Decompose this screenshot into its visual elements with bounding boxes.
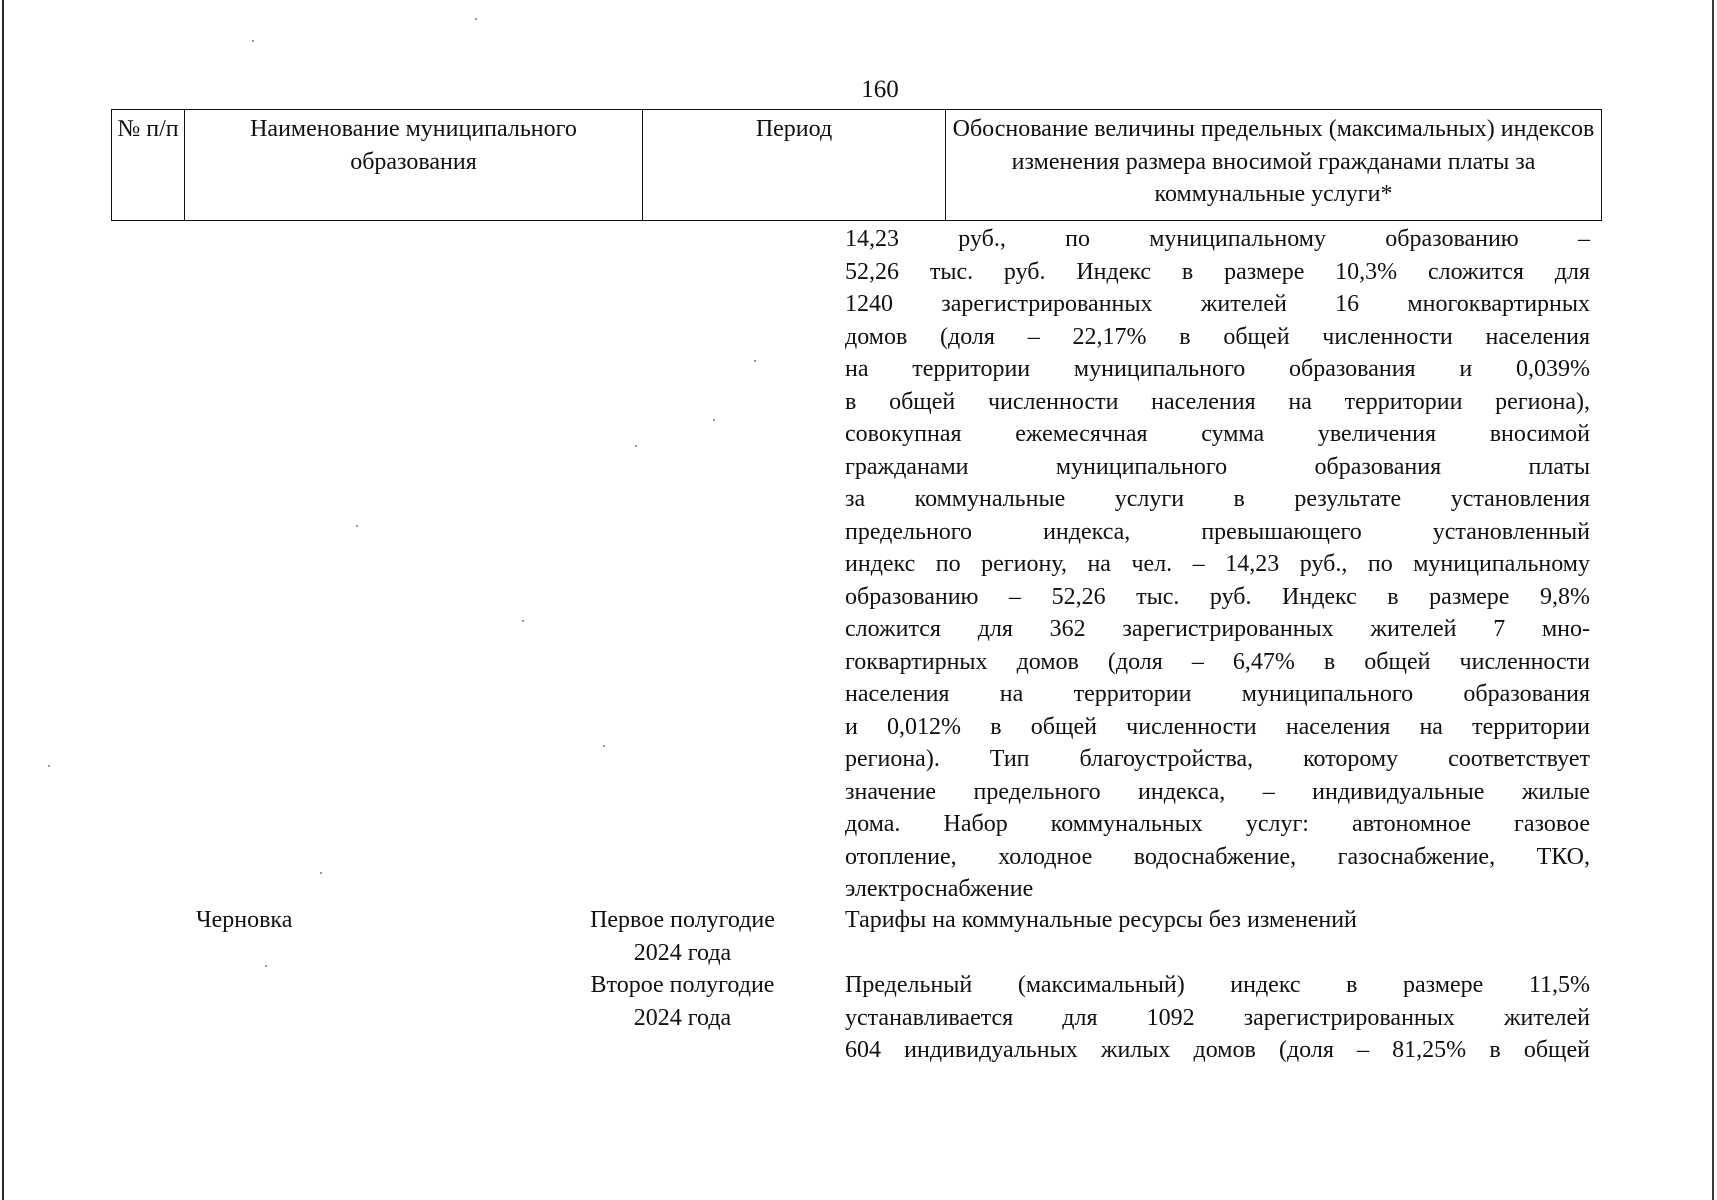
- scan-speck: [475, 18, 477, 20]
- text-line: предельного индекса, превышающего установленный: [845, 518, 1590, 545]
- scan-speck: [265, 965, 267, 967]
- scan-speck: [522, 620, 524, 622]
- text-line: 604 индивидуальных жилых домов (доля – 81,25% в общей: [845, 1037, 1590, 1063]
- text-line: домов (доля – 22,17% в общей численности населения: [845, 323, 1590, 350]
- scan-speck: [48, 765, 50, 767]
- scan-speck: [635, 445, 637, 447]
- text-line: совокупная ежемесячная сумма увеличения вносимой: [845, 421, 1590, 447]
- text-line: гражданами муниципального образования платы: [845, 453, 1590, 480]
- text-line: устанавливается для 1092 зарегистрированных жителей: [845, 1004, 1590, 1031]
- period-line: Второе полугодие: [590, 972, 775, 998]
- municipality-name: Черновка: [196, 907, 293, 933]
- text-line: отопление, холодное водоснабжение, газоснабжение, ТКО,: [845, 843, 1590, 870]
- text-line: 1240 зарегистрированных жителей 16 многоквартирных: [845, 291, 1590, 317]
- text-line: и 0,012% в общей численности населения на территории: [845, 713, 1590, 740]
- text-line: за коммунальные услуги в результате установления: [845, 486, 1590, 512]
- text-line: региона). Тип благоустройства, которому соответствует: [845, 746, 1590, 772]
- scan-edge-right: [1712, 0, 1714, 1200]
- text-line: Тарифы на коммунальные ресурсы без изменений: [845, 907, 1357, 933]
- header-col-name: Наименование муниципального образования: [184, 110, 642, 220]
- text-line: гоквартирных домов (доля – 6,47% в общей численности: [845, 648, 1590, 675]
- period-line: Первое полугодие: [590, 907, 775, 933]
- text-line: сложится для 362 зарегистрированных жителей 7 мно-: [845, 616, 1590, 642]
- text-line: Предельный (максимальный) индекс в размере 11,5%: [845, 972, 1590, 998]
- period-second-half: [555, 969, 810, 1034]
- scan-speck: [320, 872, 322, 874]
- table-header: [111, 109, 1602, 221]
- text-line: электроснабжение: [845, 876, 1034, 902]
- page-number: 160: [861, 76, 899, 103]
- scan-speck: [713, 419, 715, 421]
- period-line: 2024 года: [633, 1004, 732, 1031]
- text-line: в общей численности населения на территории региона),: [845, 388, 1590, 415]
- header-col-justification: Обоснование величины предельных (максимальных) индексов изменения размера вносимой гражданами платы за коммунальные услуги*: [945, 110, 1601, 220]
- text-line: индекс по региону, на чел. – 14,23 руб., по муниципальному: [845, 551, 1590, 577]
- text-line: дома. Набор коммунальных услуг: автономное газовое: [845, 811, 1590, 837]
- scan-speck: [252, 40, 254, 42]
- text-line: 14,23 руб., по муниципальному образованию –: [845, 226, 1590, 252]
- text-line: 52,26 тыс. руб. Индекс в размере 10,3% сложится для: [845, 258, 1590, 285]
- text-line: образованию – 52,26 тыс. руб. Индекс в размере 9,8%: [845, 583, 1590, 610]
- continuation-text: [845, 223, 1590, 906]
- period-first-half: [555, 904, 810, 969]
- scan-speck: [603, 745, 605, 747]
- scan-speck: [754, 360, 756, 362]
- header-col-number: № п/п: [117, 116, 179, 142]
- period-line: 2024 года: [633, 939, 732, 966]
- text-line: населения на территории муниципального образования: [845, 681, 1590, 707]
- text-line: значение предельного индекса, – индивидуальные жилые: [845, 778, 1590, 805]
- scan-edge-left: [2, 0, 4, 1200]
- header-col-period: Период: [642, 110, 945, 220]
- justification-second-half: [845, 969, 1590, 1067]
- scan-speck: [356, 525, 358, 527]
- text-line: на территории муниципального образования и 0,039%: [845, 356, 1590, 382]
- justification-first-half: [845, 904, 1590, 937]
